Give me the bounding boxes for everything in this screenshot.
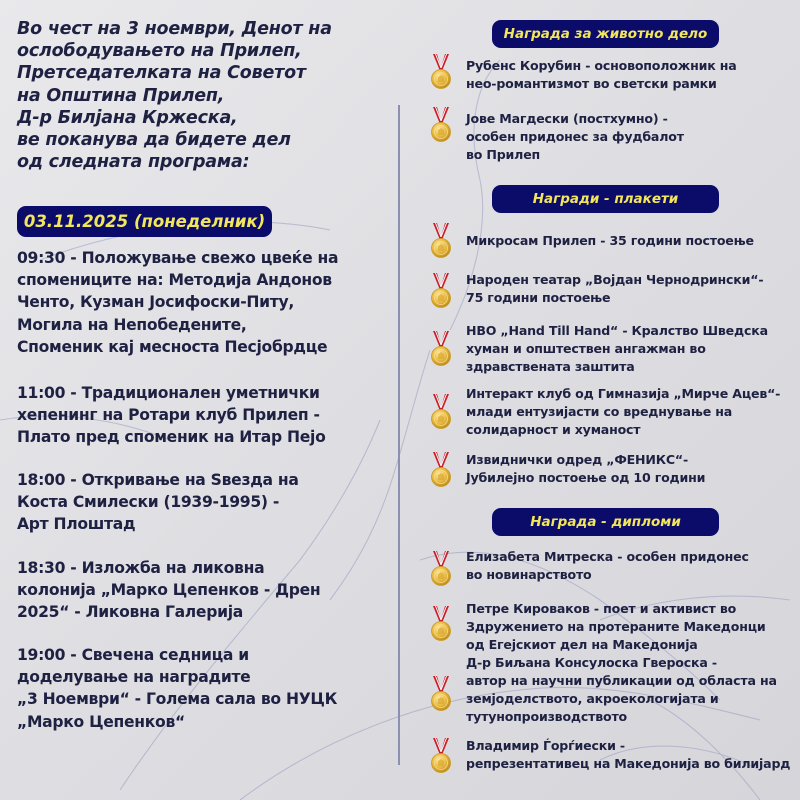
program-item-1800 — [17, 469, 387, 536]
medal-icon — [430, 53, 452, 89]
program-line: „3 Ноември“ - Голема сала во НУЦК — [17, 690, 338, 709]
award-line: Владимир Ѓорѓиески - — [466, 738, 625, 753]
section-header-plaques: Награди - плакети — [492, 185, 719, 213]
medal-icon — [430, 272, 452, 308]
award-line: НВО „Hand Till Hand“ - Кралство Шведска — [466, 323, 768, 338]
program-line: Арт Плоштад — [17, 515, 136, 534]
award-line: автор на научни публикации од областа на — [466, 673, 777, 688]
program-line: Плато пред споменик на Итар Пејо — [17, 428, 326, 447]
program-item-1100 — [17, 382, 387, 449]
section-header-lifetime-award: Награда за животно дело — [492, 20, 719, 48]
award-line: земјоделството, акроекологијата и — [466, 691, 719, 706]
program-item-0930 — [17, 247, 387, 358]
award-line: Интеракт клуб од Гимназија „Мирче Ацев“- — [466, 386, 781, 401]
program-line: 19:00 - Свечена седница и — [17, 646, 249, 664]
award-line: Рубенс Корубин - основоположник на — [466, 58, 737, 73]
award-line: особен придонес за фудбалот — [466, 129, 684, 144]
award-line: нео-романтизмот во светски рамки — [466, 76, 717, 91]
program-item-1830 — [17, 557, 387, 624]
medal-icon — [430, 393, 452, 429]
program-line: Могила на Непобедените, — [17, 315, 247, 334]
intro-line: ослободувањето на Прилеп, — [17, 41, 302, 62]
medal-icon — [430, 222, 452, 258]
award-line: во новинарството — [466, 567, 592, 582]
award-line: Извиднички одред „ФЕНИКС“- — [466, 452, 688, 467]
column-divider — [398, 105, 400, 765]
medal-icon — [430, 451, 452, 487]
medal-icon — [430, 330, 452, 366]
medal-icon — [430, 605, 452, 641]
award-line: солидарност и хуманост — [466, 422, 641, 437]
award-line: Петре Кироваков - поет и активист во — [466, 601, 737, 616]
award-line: од Егејскиот дел на Македонија — [466, 637, 698, 652]
program-line: доделување на наградите — [17, 668, 251, 687]
program-line: 11:00 - Традиционален уметнички — [17, 384, 320, 402]
award-line: млади ентузијасти со вреднување на — [466, 404, 733, 419]
intro-line: на Општина Прилеп, — [17, 85, 225, 106]
award-line: Д-р Биљана Консулоска Гвероска - — [466, 655, 717, 670]
award-line: хуман и општествен ангажман во — [466, 341, 706, 356]
intro-line: Д-р Билјана Кржеска, — [17, 107, 238, 128]
program-line: Споменик кај месноста Песјобрдце — [17, 337, 328, 356]
medal-icon — [430, 737, 452, 773]
program-line: хепенинг на Ротари клуб Прилеп - — [17, 406, 320, 425]
intro-line: ве поканува да бидете дел — [17, 130, 291, 151]
intro-line: од следната програма: — [17, 152, 250, 173]
award-line: Здружението на протераните Македонци — [466, 619, 766, 634]
program-line: 09:30 - Положување свежо цвеќе на — [17, 249, 339, 267]
section-header-diplomas: Награда - дипломи — [492, 508, 719, 536]
intro-line: Во чест на 3 ноември, Денот на — [17, 19, 332, 39]
award-line: Микросам Прилеп - 35 години постоење — [466, 233, 754, 248]
program-line: „Марко Цепенков“ — [17, 712, 185, 731]
intro-line: Претседателката на Советот — [17, 63, 306, 84]
invitation-intro — [17, 18, 387, 173]
award-line: Јубилејно постоење од 10 години — [466, 470, 706, 485]
medal-icon — [430, 106, 452, 142]
medal-icon — [430, 675, 452, 711]
award-line: Јове Магдески (постхумно) - — [466, 111, 668, 126]
date-badge: 03.11.2025 (понеделник) — [17, 206, 272, 237]
medal-icon — [430, 550, 452, 586]
program-line: 18:30 - Изложба на ликовна — [17, 559, 265, 577]
program-line: 18:00 - Откривање на Ѕвезда на — [17, 471, 299, 489]
program-line: 2025“ - Ликовна Галерија — [17, 603, 243, 622]
program-item-1900 — [17, 644, 387, 733]
program-line: колонија „Марко Цепенков - Дрен — [17, 581, 321, 600]
award-line: Народен театар „Војдан Чернодрински“- — [466, 272, 764, 287]
award-line: во Прилеп — [466, 147, 541, 162]
award-line: репрезентативец на Македонија во билијард — [466, 756, 791, 771]
award-line: тутунопроизводството — [466, 709, 628, 724]
award-line: здравствената заштита — [466, 359, 635, 374]
program-line: спомениците на: Методија Андонов — [17, 271, 332, 290]
award-line: 75 години постоење — [466, 290, 611, 305]
program-line: Ченто, Кузман Јосифоски-Питу, — [17, 293, 294, 312]
award-line: Елизабета Митреска - особен придонес — [466, 549, 749, 564]
program-line: Коста Смилески (1939-1995) - — [17, 493, 280, 512]
